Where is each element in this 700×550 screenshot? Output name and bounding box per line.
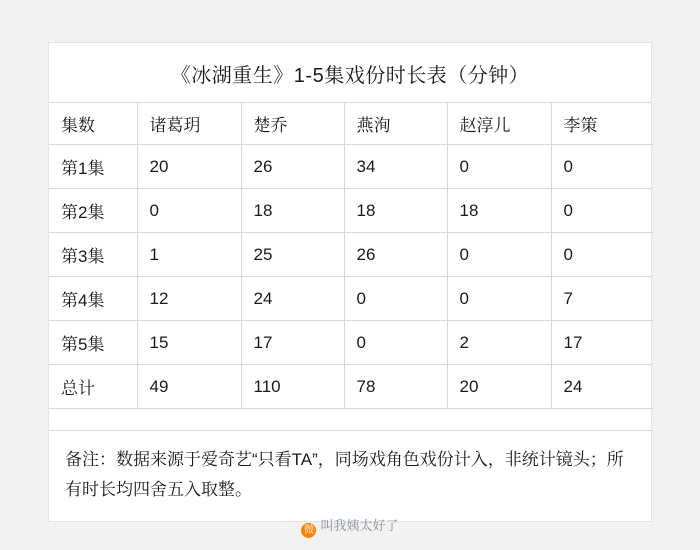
stats-card [48, 42, 652, 522]
cell-value: 26 [241, 145, 344, 189]
cell-value: 18 [447, 189, 551, 233]
cell-value: 15 [137, 321, 241, 365]
row-label: 第4集 [49, 277, 137, 321]
episode-screen-time-table [49, 103, 653, 431]
cell-value: 49 [137, 365, 241, 409]
cell-value: 24 [551, 365, 653, 409]
table-header [49, 103, 653, 145]
cell-value: 0 [447, 233, 551, 277]
row-label: 第3集 [49, 233, 137, 277]
cell-value: 78 [344, 365, 447, 409]
column-header-yanxun: 燕洵 [344, 103, 447, 145]
table-row [49, 321, 653, 365]
column-header-zhaochuner: 赵淳儿 [447, 103, 551, 145]
cell-value: 0 [344, 277, 447, 321]
column-header-lice: 李策 [551, 103, 653, 145]
column-header-episode: 集数 [49, 103, 137, 145]
table-header-row [49, 103, 653, 145]
cell-value: 0 [447, 145, 551, 189]
cell-value: 20 [447, 365, 551, 409]
weibo-icon: 微 [301, 523, 316, 538]
cell-value: 12 [137, 277, 241, 321]
page-title: 《冰湖重生》1-5集戏份时长表（分钟） [49, 43, 651, 103]
cell-value: 17 [551, 321, 653, 365]
cell-value: 17 [241, 321, 344, 365]
cell-value: 24 [241, 277, 344, 321]
cell-value: 0 [551, 233, 653, 277]
cell-value: 110 [241, 365, 344, 409]
cell-value: 0 [447, 277, 551, 321]
watermark-footer [0, 515, 700, 538]
column-header-zhugeyue: 诸葛玥 [137, 103, 241, 145]
cell-value: 0 [551, 145, 653, 189]
row-label: 第1集 [49, 145, 137, 189]
table-body [49, 145, 653, 431]
cell-value: 18 [344, 189, 447, 233]
row-label: 第2集 [49, 189, 137, 233]
row-label: 总计 [49, 365, 137, 409]
cell-value: 0 [137, 189, 241, 233]
table-row [49, 189, 653, 233]
cell-value: 2 [447, 321, 551, 365]
cell-value: 18 [241, 189, 344, 233]
table-row [49, 277, 653, 321]
cell-value: 7 [551, 277, 653, 321]
table-row-total [49, 365, 653, 409]
row-label: 第5集 [49, 321, 137, 365]
cell-value: 20 [137, 145, 241, 189]
cell-value: 26 [344, 233, 447, 277]
cell-value: 0 [344, 321, 447, 365]
cell-value: 34 [344, 145, 447, 189]
cell-value: 25 [241, 233, 344, 277]
spacer-cell [49, 409, 653, 431]
table-row [49, 233, 653, 277]
table-row [49, 145, 653, 189]
watermark-username: 叫我姨太好了 [320, 518, 399, 533]
table-spacer-row [49, 409, 653, 431]
table-note: 备注：数据来源于爱奇艺“只看TA”，同场戏角色戏份计入，非统计镜头；所有时长均四舍五入取整。 [65, 450, 624, 499]
cell-value: 0 [551, 189, 653, 233]
cell-value: 1 [137, 233, 241, 277]
column-header-chuqiao: 楚乔 [241, 103, 344, 145]
